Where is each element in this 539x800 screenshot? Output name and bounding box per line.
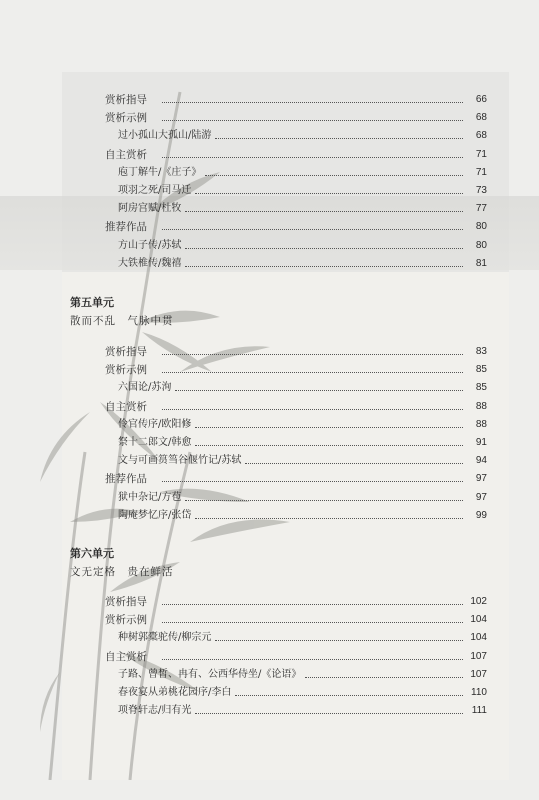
- toc-entry-row[interactable]: [0, 255, 539, 273]
- toc-entry-row[interactable]: [0, 127, 539, 145]
- toc-page-number: 71: [475, 166, 487, 178]
- toc-page-number: 66: [475, 94, 487, 105]
- dot-leader: [162, 372, 463, 373]
- toc-category-row[interactable]: [0, 109, 539, 127]
- dot-leader: [162, 622, 463, 623]
- toc-page-number: 77: [475, 203, 487, 215]
- toc-category-row[interactable]: [0, 611, 539, 629]
- dot-leader: [195, 713, 463, 714]
- dot-leader: [215, 138, 463, 139]
- dot-leader: [162, 604, 463, 605]
- toc-entry-title: 自主赏析: [105, 400, 147, 413]
- unit-heading: 第五单元: [70, 296, 114, 309]
- toc-page-number: 99: [475, 509, 487, 521]
- toc-page-number: 107: [470, 668, 487, 680]
- toc-page-number: 104: [470, 614, 487, 626]
- toc-entry-title: 种树郭橐驼传/柳宗元: [118, 632, 212, 644]
- dot-leader: [162, 120, 463, 121]
- dot-leader: [195, 427, 463, 428]
- toc-category-row[interactable]: [0, 648, 539, 666]
- toc-page-number: 73: [475, 185, 487, 196]
- toc-page-number: 104: [470, 632, 487, 644]
- dot-leader: [162, 481, 463, 482]
- toc-entry-title: 六国论/苏洵: [118, 382, 172, 394]
- toc-entry-title: 陶庵梦忆序/张岱: [118, 509, 192, 521]
- toc-entry-title: 庖丁解牛/《庄子》: [118, 166, 202, 178]
- dot-leader: [245, 463, 463, 464]
- toc-entry-row[interactable]: [0, 489, 539, 507]
- unit-subtitle: 散而不乱 气脉中贯: [70, 315, 174, 327]
- toc-entry-title: 伶官传序/欧阳修: [118, 418, 192, 430]
- toc-page-number: 94: [475, 455, 487, 467]
- toc-page-number: 85: [475, 364, 487, 376]
- dot-leader: [162, 229, 463, 230]
- toc-category-row[interactable]: [0, 91, 539, 109]
- dot-leader: [195, 518, 463, 519]
- toc-category-row[interactable]: [0, 470, 539, 488]
- toc-entry-row[interactable]: [0, 507, 539, 525]
- dot-leader: [215, 640, 463, 641]
- toc-page-number: 88: [475, 400, 487, 412]
- toc-entry-title: 自主赏析: [105, 148, 147, 161]
- toc-category-row[interactable]: [0, 146, 539, 164]
- toc-page-number: 102: [470, 596, 487, 607]
- toc-entry-title: 推荐作品: [105, 221, 147, 234]
- dot-leader: [205, 175, 463, 176]
- toc-entry-row[interactable]: [0, 684, 539, 702]
- toc-page-number: 81: [475, 257, 487, 269]
- toc-entry-row[interactable]: [0, 629, 539, 647]
- toc-entry-title: 阿房宫赋/杜牧: [118, 203, 182, 215]
- toc-entry-title: 过小孤山大孤山/陆游: [118, 130, 212, 142]
- toc-entry-row[interactable]: [0, 182, 539, 200]
- toc-page-number: 88: [475, 418, 487, 430]
- toc-entry-title: 项脊轩志/归有光: [118, 705, 192, 717]
- toc-entry-title: 赏析指导: [105, 346, 147, 358]
- dot-leader: [162, 157, 463, 158]
- toc-entry-row[interactable]: [0, 379, 539, 397]
- toc-entry-title: 赏析示例: [105, 112, 147, 125]
- toc-entry-row[interactable]: [0, 666, 539, 684]
- toc-entry-row[interactable]: [0, 416, 539, 434]
- toc-entry-row[interactable]: [0, 164, 539, 182]
- toc-page-number: 110: [471, 687, 487, 698]
- dot-leader: [235, 695, 463, 696]
- toc-page-number: 85: [475, 382, 487, 394]
- toc-entry-title: 推荐作品: [105, 473, 147, 486]
- toc-page-number: 83: [475, 346, 487, 357]
- dot-leader: [162, 354, 463, 355]
- toc-page-number: 97: [475, 473, 487, 485]
- toc-entry-title: 春夜宴从弟桃花园序/李白: [118, 687, 232, 698]
- dot-leader: [185, 211, 463, 212]
- dot-leader: [185, 500, 463, 501]
- toc-page-number: 97: [475, 491, 487, 503]
- toc-entry-title: 赏析示例: [105, 364, 147, 377]
- toc-entry-title: 方山子传/苏轼: [118, 239, 182, 251]
- toc-entry-title: 赏析示例: [105, 614, 147, 627]
- unit-subtitle: 文无定格 贵在鲜活: [70, 566, 174, 578]
- toc-entry-title: 狱中杂记/方苞: [118, 491, 182, 503]
- toc-category-row[interactable]: [0, 218, 539, 236]
- toc-entry-row[interactable]: [0, 200, 539, 218]
- toc-entry-title: 赏析指导: [105, 94, 147, 106]
- dot-leader: [185, 248, 463, 249]
- toc-page-number: 111: [471, 705, 487, 717]
- toc-entry-title: 文与可画筼筜谷偃竹记/苏轼: [118, 455, 242, 467]
- dot-leader: [162, 102, 463, 103]
- toc-category-row[interactable]: [0, 593, 539, 611]
- toc-entry-row[interactable]: [0, 434, 539, 452]
- toc-page-number: 68: [475, 130, 487, 142]
- toc-page-number: 80: [475, 221, 487, 233]
- toc-entry-title: 项羽之死/司马迁: [118, 185, 192, 196]
- unit-heading: 第六单元: [70, 547, 114, 560]
- dot-leader: [175, 390, 463, 391]
- toc-entry-row[interactable]: [0, 702, 539, 720]
- dot-leader: [185, 266, 463, 267]
- toc-page-number: 91: [475, 437, 487, 448]
- toc-entry-title: 大铁椎传/魏禧: [118, 257, 182, 269]
- dot-leader: [162, 409, 463, 410]
- dot-leader: [305, 677, 463, 678]
- toc-entry-title: 自主赏析: [105, 650, 147, 663]
- toc-page-number: 80: [475, 239, 487, 251]
- dot-leader: [162, 659, 463, 660]
- toc-page-number: 68: [475, 112, 487, 124]
- dot-leader: [195, 193, 463, 194]
- toc-category-row[interactable]: [0, 343, 539, 361]
- toc-page-number: 71: [475, 148, 487, 160]
- toc-entry-title: 子路、曾皙、冉有、公西华侍坐/《论语》: [118, 668, 302, 680]
- toc-entry-title: 祭十二郎文/韩愈: [118, 437, 192, 448]
- toc-entry-title: 赏析指导: [105, 596, 147, 608]
- dot-leader: [195, 445, 463, 446]
- toc-entry-row[interactable]: [0, 452, 539, 470]
- toc-page-number: 107: [470, 650, 487, 662]
- toc-entry-row[interactable]: [0, 237, 539, 255]
- toc-category-row[interactable]: [0, 398, 539, 416]
- toc-category-row[interactable]: [0, 361, 539, 379]
